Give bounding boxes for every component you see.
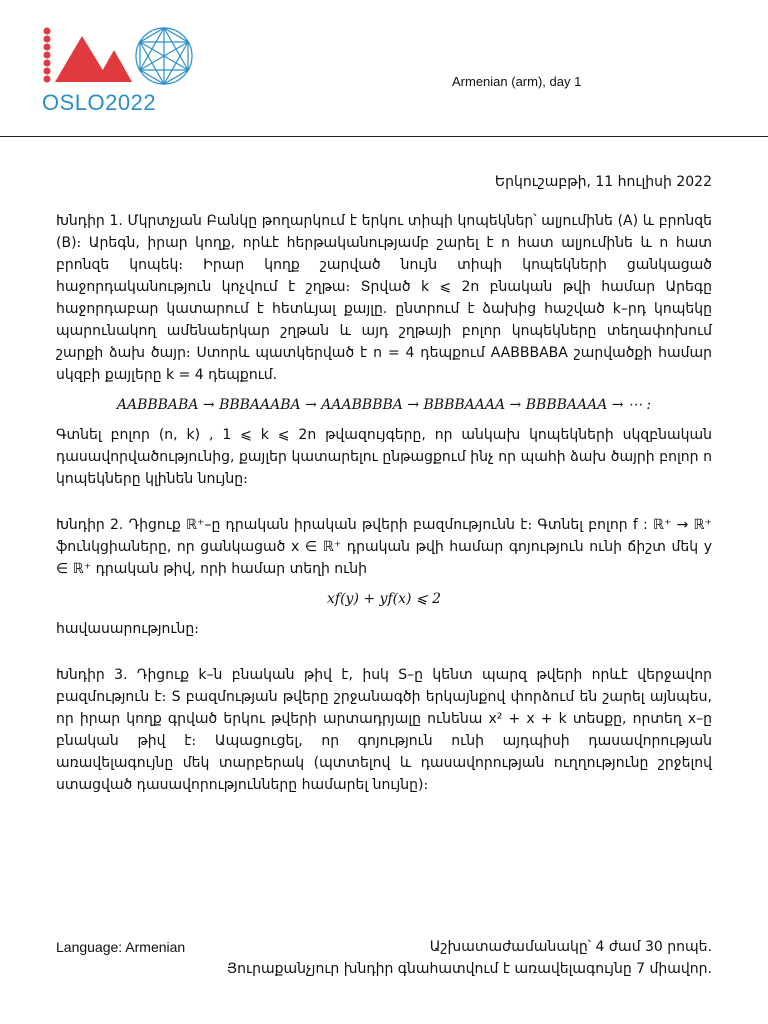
problem-2-ending: հավասարությունը։ — [56, 621, 199, 637]
problem-1-question: Գտնել բոլոր (n, k) , 1 ⩽ k ⩽ 2n թվազույգերը, որ անկախ կոպեկների սկզբնական դասավորվածությունից, քայլեր կատարելու ընթացքում ինչ որ պահի ձախ ծայրի բոլոր n կոպեկները կլինեն նույնը։ — [56, 427, 712, 487]
footer-rules — [227, 936, 712, 980]
logo-text: OSLO2022 — [42, 90, 157, 115]
problem-3-label: Խնդիր 3. — [56, 667, 128, 683]
header-divider — [0, 136, 768, 137]
problem-2-inequality: xf(y) + yf(x) ⩽ 2 — [327, 591, 441, 607]
problem-2 — [56, 514, 712, 640]
problem-3-statement: Դիցուք k–ն բնական թիվ է, իսկ S–ը կենտ պարզ թվերի որևէ վերջավոր բազմություն է։ S բազմության թվերը շրջանագծի երկայնքով փորձում են շարել այնպես, որ իրար կողք գրված երկու թվերի արտադրյալը ունենա x² + x + k տեսքը, որտեղ x–ը բնական թիվ է։ Ապացուցել, որ գոյություն ունի այդպիսի դասավորության առավելագույնը մեկ տարբերակ (պտտելով և դասավորության ուղղությունը շրջելով ստացված դասավորությունները համարել նույնը)։ — [56, 667, 712, 793]
logo-dots — [44, 28, 51, 83]
footer-points: Յուրաքանչյուր խնդիր գնահատվում է առավելագույնը 7 միավոր. — [226, 961, 712, 977]
logo-network — [136, 28, 192, 84]
contest-date: Երկուշաբթի, 11 հուլիսի 2022 — [494, 174, 712, 190]
problem-2-statement: Դիցուք ℝ⁺–ը դրական իրական թվերի բազմությունն է։ Գտնել բոլոր f : ℝ⁺ → ℝ⁺ ֆունկցիաները, որ ցանկացած x ∈ ℝ⁺ դրական թվի համար գոյություն ունի ճիշտ մեկ y ∈ ℝ⁺ դրական թիվ, որի համար տեղի ունի — [56, 517, 713, 577]
problem-1 — [56, 210, 712, 490]
problem-2-label: Խնդիր 2. — [56, 517, 124, 533]
logo-red-mountain-2 — [96, 50, 132, 82]
problem-1-label: Խնդիր 1. — [56, 213, 123, 229]
problem-3 — [56, 664, 712, 796]
problem-1-statement: Մկրտչյան Բանկը թողարկում է երկու տիպի կոպեկներ՝ ալյումինե (A) և բրոնզե (B)։ Արեգն, իրար կողք, որևէ հերթականությամբ շարել է n հատ ալյումինե և n հատ բրոնզե կոպեկ։ Իրար կողք շարված նույն տիպի կոպեկների ցանկացած հաջորդականություն կոչվում է շղթա։ Տրված k ⩽ 2n բնական թվի համար Արեգը հաջորդաբար կատարում է հետևյալ քայլը. ընտրում է ձախից հաշված k–րդ կոպեկը պարունակող ամենաերկար շղթան և այդ շղթայի բոլոր կոպեկները տեղափոխում շարքի ձախ ծայր։ Ստորև պատկերված է n = 4 դեպքում AABBBABA շարվածքի համար սկզբի քայլերը k = 4 դեպքում. — [56, 213, 712, 383]
oslo2022-logo — [40, 24, 200, 116]
contest-info: Armenian (arm), day 1 — [452, 74, 582, 89]
problems-section — [56, 210, 712, 820]
footer-language: Language: Armenian — [56, 939, 186, 955]
footer-time: Աշխատաժամանակը՝ 4 ժամ 30 րոպե. — [429, 939, 712, 955]
problem-1-example: AABBBABA → BBBAAABA → AAABBBBA → BBBBAAAA → BBBBAAAA → ⋯ : — [116, 397, 652, 413]
